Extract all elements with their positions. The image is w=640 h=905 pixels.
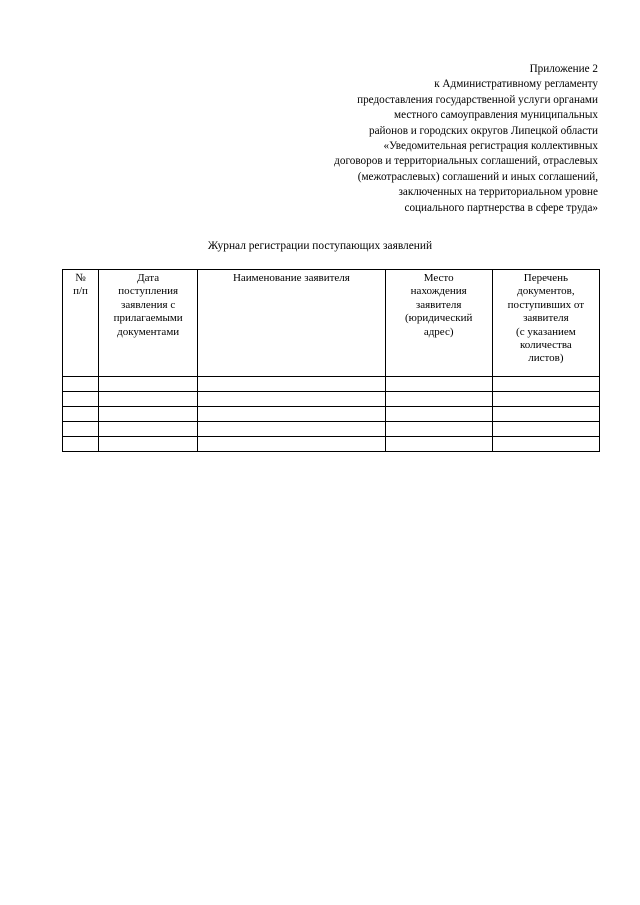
journal-title: Журнал регистрации поступающих заявлений <box>207 240 433 252</box>
table-cell <box>198 407 385 422</box>
column-header-documents-list <box>492 270 599 377</box>
table-cell <box>492 422 599 437</box>
table-cell <box>99 392 198 407</box>
table-cell <box>198 392 385 407</box>
table-cell <box>198 377 385 392</box>
table-row <box>63 407 600 422</box>
appendix-header <box>238 62 598 216</box>
column-header-label: № п/п <box>73 272 88 298</box>
table-header-row <box>63 270 600 377</box>
table-cell <box>385 377 492 392</box>
appendix-header-line: «Уведомительная регистрация коллективных <box>383 140 598 153</box>
appendix-header-line: предоставления государственной услуги органами <box>357 93 598 106</box>
column-header-date <box>99 270 198 377</box>
table-row <box>63 377 600 392</box>
column-header-label: Место нахождения заявителя (юридический адрес) <box>404 272 473 338</box>
appendix-header-line: (межотраслевых) соглашений и иных соглашений, <box>357 170 598 183</box>
table-cell <box>63 422 99 437</box>
table-cell <box>385 437 492 452</box>
column-header-number <box>63 270 99 377</box>
table-cell <box>492 377 599 392</box>
table-cell <box>99 422 198 437</box>
table-cell <box>385 407 492 422</box>
appendix-header-line: заключенных на территориальном уровне <box>398 186 598 199</box>
table-cell <box>99 377 198 392</box>
table-cell <box>63 392 99 407</box>
column-header-applicant-address <box>385 270 492 377</box>
table-cell <box>385 392 492 407</box>
column-header-label: Перечень документов, поступивших от заявителя (с указанием количества листов) <box>507 272 585 365</box>
column-header-label: Дата поступления заявления с прилагаемыми документами <box>113 272 183 338</box>
registration-journal-table <box>62 269 600 452</box>
appendix-header-line: Приложение 2 <box>529 63 598 75</box>
appendix-header-line: к Административному регламенту <box>434 78 598 91</box>
appendix-header-line: местного самоуправления муниципальных <box>394 109 598 122</box>
appendix-header-line: районов и городских округов Липецкой области <box>368 124 598 137</box>
table-cell <box>63 407 99 422</box>
column-header-label: Наименование заявителя <box>232 272 350 284</box>
column-header-applicant-name <box>198 270 385 377</box>
table-cell <box>492 407 599 422</box>
table-cell <box>63 377 99 392</box>
table-row <box>63 437 600 452</box>
table-cell <box>198 437 385 452</box>
table-cell <box>99 437 198 452</box>
table-row <box>63 422 600 437</box>
appendix-header-line: договоров и территориальных соглашений, отраслевых <box>334 155 598 168</box>
table-cell <box>99 407 198 422</box>
table-cell <box>492 437 599 452</box>
table-cell <box>198 422 385 437</box>
appendix-header-line: социального партнерства в сфере труда» <box>404 201 598 214</box>
table-cell <box>492 392 599 407</box>
table-cell <box>63 437 99 452</box>
table-cell <box>385 422 492 437</box>
table-row <box>63 392 600 407</box>
